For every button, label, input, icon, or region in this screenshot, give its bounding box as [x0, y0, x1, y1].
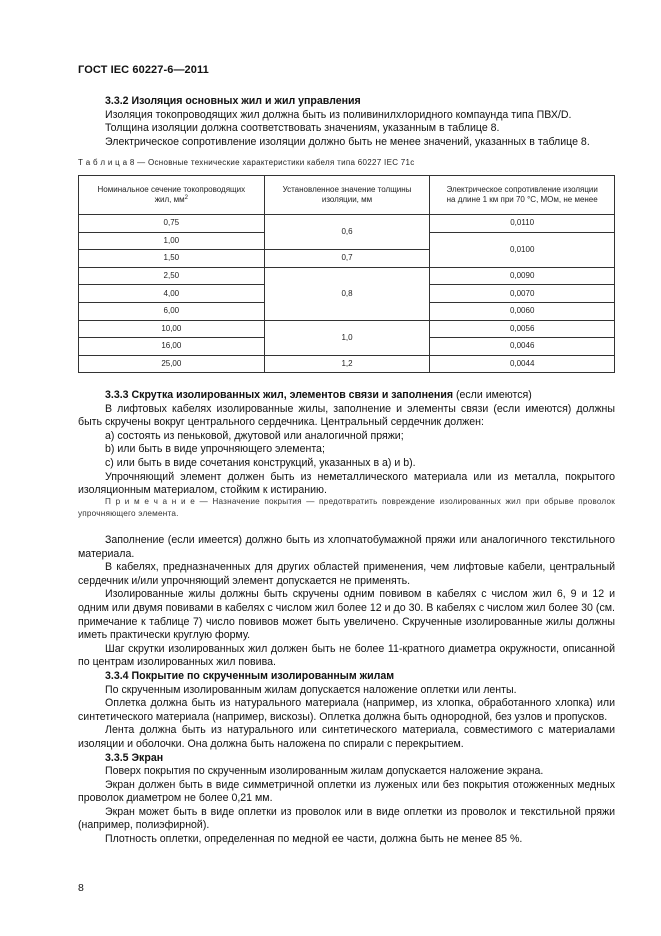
table-cell: 0,0100 [430, 232, 615, 267]
paragraph: Заполнение (если имеется) должно быть из хлопчатобумажной пряжи или аналогичного текстильного материала. [78, 534, 615, 560]
table-8 [78, 175, 615, 373]
table-cell: 0,8 [264, 267, 430, 320]
table-cell: 2,50 [79, 267, 265, 285]
note-text: П р и м е ч а н и е — Назначение покрытия — предотвратить повреждение изолированных жил при обрыве проволок упрочняющего элемента. [78, 497, 615, 518]
header-cross-section: Номинальное сечение токопроводящих жил, $мм^2$ [79, 176, 265, 215]
document-header: ГОСТ IEC 60227-6—2011 [78, 64, 209, 76]
table-cell: 0,0060 [430, 302, 615, 320]
table-cell: 0,0046 [430, 338, 615, 356]
section-3-3-2 [78, 95, 615, 149]
paragraph: Шаг скрутки изолированных жил должен быть не более 11-кратного диаметра окружности, описанной по центрам изолированных жил повива. [78, 642, 615, 669]
table-cell: 0,75 [79, 215, 265, 233]
paragraph: Экран может быть в виде оплетки из проволок или в виде оплетки из проволок и текстильной пряжи (например, полиэфирной). [78, 805, 615, 832]
paragraph: Экран должен быть в виде симметричной оплетки из луженых или без покрытия отожженных медных проволок диаметром не более 0,21 мм. [78, 778, 615, 805]
section-title: 3.3.3 Скрутка изолированных жил, элементов связи и заполнения [105, 389, 454, 401]
table-row [79, 215, 615, 233]
table-cell: 0,0090 [430, 267, 615, 285]
table-cell: 16,00 [79, 338, 265, 356]
paragraph: Изолированные жилы должны быть скручены одним повивом в кабелях с числом жил 6, 9 и 12 и одним или двумя повивами в кабелях с числом жил более 12 и до 30. В кабелях с числом жил более 30 (см. примечание к таблице 7) число повивов может быть увеличено. Скрученные изолированные жилы должны иметь практически круглую форму. [78, 588, 615, 642]
table-header-row [79, 176, 615, 215]
section-title-line [78, 389, 615, 403]
paragraph: Плотность оплетки, определенная по медной ее части, должна быть не менее 85 %. [105, 833, 523, 846]
table-row [79, 267, 615, 285]
paragraph: По скрученным изолированным жилам допускается наложение оплетки или ленты. [105, 683, 517, 696]
paragraph: Оплетка должна быть из натурального материала (например, из хлопка, обработанного хлопка) или синтетического материала (например, вискозы). Оплетка должна быть однородной, без узлов и пропусков. [78, 697, 615, 723]
table-cell: 0,6 [264, 215, 430, 250]
section-3-3-5-title: 3.3.5 Экран [105, 751, 164, 764]
list-item: b) или быть в виде упрочняющего элемента; [105, 443, 325, 456]
table-cell: 4,00 [79, 285, 265, 303]
table-cell: 1,00 [79, 232, 265, 250]
table-cell: 0,0056 [430, 320, 615, 338]
table-row [79, 320, 615, 338]
paragraph: Изоляция токопроводящих жил должна быть из поливинилхлоридного компаунда типа ПВХ/D. [105, 108, 572, 121]
paragraph: В кабелях, предназначенных для других областей применения, чем лифтовые кабели, центральный сердечник и/или упрочняющий элемент допускается не применять. [78, 561, 615, 587]
paragraph: В лифтовых кабелях изолированные жилы, заполнение и элементы связи (если имеются) должны быть скручены вокруг центрального сердечника. Центральный сердечник должен: [78, 402, 615, 429]
list-item: с) или быть в виде сочетания конструкций, указанных в а) и b). [105, 456, 416, 469]
table-cell: 1,2 [264, 355, 430, 373]
table-cell: 0,0044 [430, 355, 615, 373]
section-title-suffix: (если имеются) [453, 389, 532, 401]
section-3-3-4-title: 3.3.4 Покрытие по скрученным изолированным жилам [105, 669, 395, 682]
section-title: 3.3.2 Изоляция основных жил и жил управления [105, 95, 361, 107]
table-row [79, 355, 615, 373]
list-item: а) состоять из пеньковой, джутовой или аналогичной пряжи; [105, 429, 404, 442]
paragraph: Лента должна быть из натурального или синтетического материала, совместимого с материалами изоляции и оболочки. Она должна быть наложена по спирали с перекрытием. [78, 724, 615, 750]
header-thickness: Установленное значение толщины изоляции, мм [264, 176, 430, 215]
table-cell: 25,00 [79, 355, 265, 373]
table-cell: 1,0 [264, 320, 430, 355]
paragraph: Поверх покрытия по скрученным изолированным жилам допускается наложение экрана. [105, 765, 544, 778]
table-cell: 0,7 [264, 250, 430, 268]
table-cell: 0,0110 [430, 215, 615, 233]
paragraph: Электрическое сопротивление изоляции должно быть не менее значений, указанных в таблице 8. [105, 135, 590, 148]
header-resistance: Электрическое сопротивление изоляции на длине 1 км при 70 °С, МОм, не менее [430, 176, 615, 215]
table-cell: 6,00 [79, 302, 265, 320]
table-caption: Т а б л и ц а 8 — Основные технические характеристики кабеля типа 60227 IEC 71c [78, 158, 415, 167]
paragraph: Толщина изоляции должна соответствовать значениям, указанным в таблице 8. [105, 122, 500, 135]
section-continuation [78, 534, 615, 847]
page-number: 8 [78, 882, 84, 894]
table-cell: 0,0070 [430, 285, 615, 303]
section-3-3-3 [78, 389, 615, 498]
note [78, 496, 615, 519]
table-cell: 1,50 [79, 250, 265, 268]
paragraph: Упрочняющий элемент должен быть из неметаллического материала или из металла, покрытого изоляционным материалом, стойким к истиранию. [78, 470, 615, 497]
table-cell: 10,00 [79, 320, 265, 338]
